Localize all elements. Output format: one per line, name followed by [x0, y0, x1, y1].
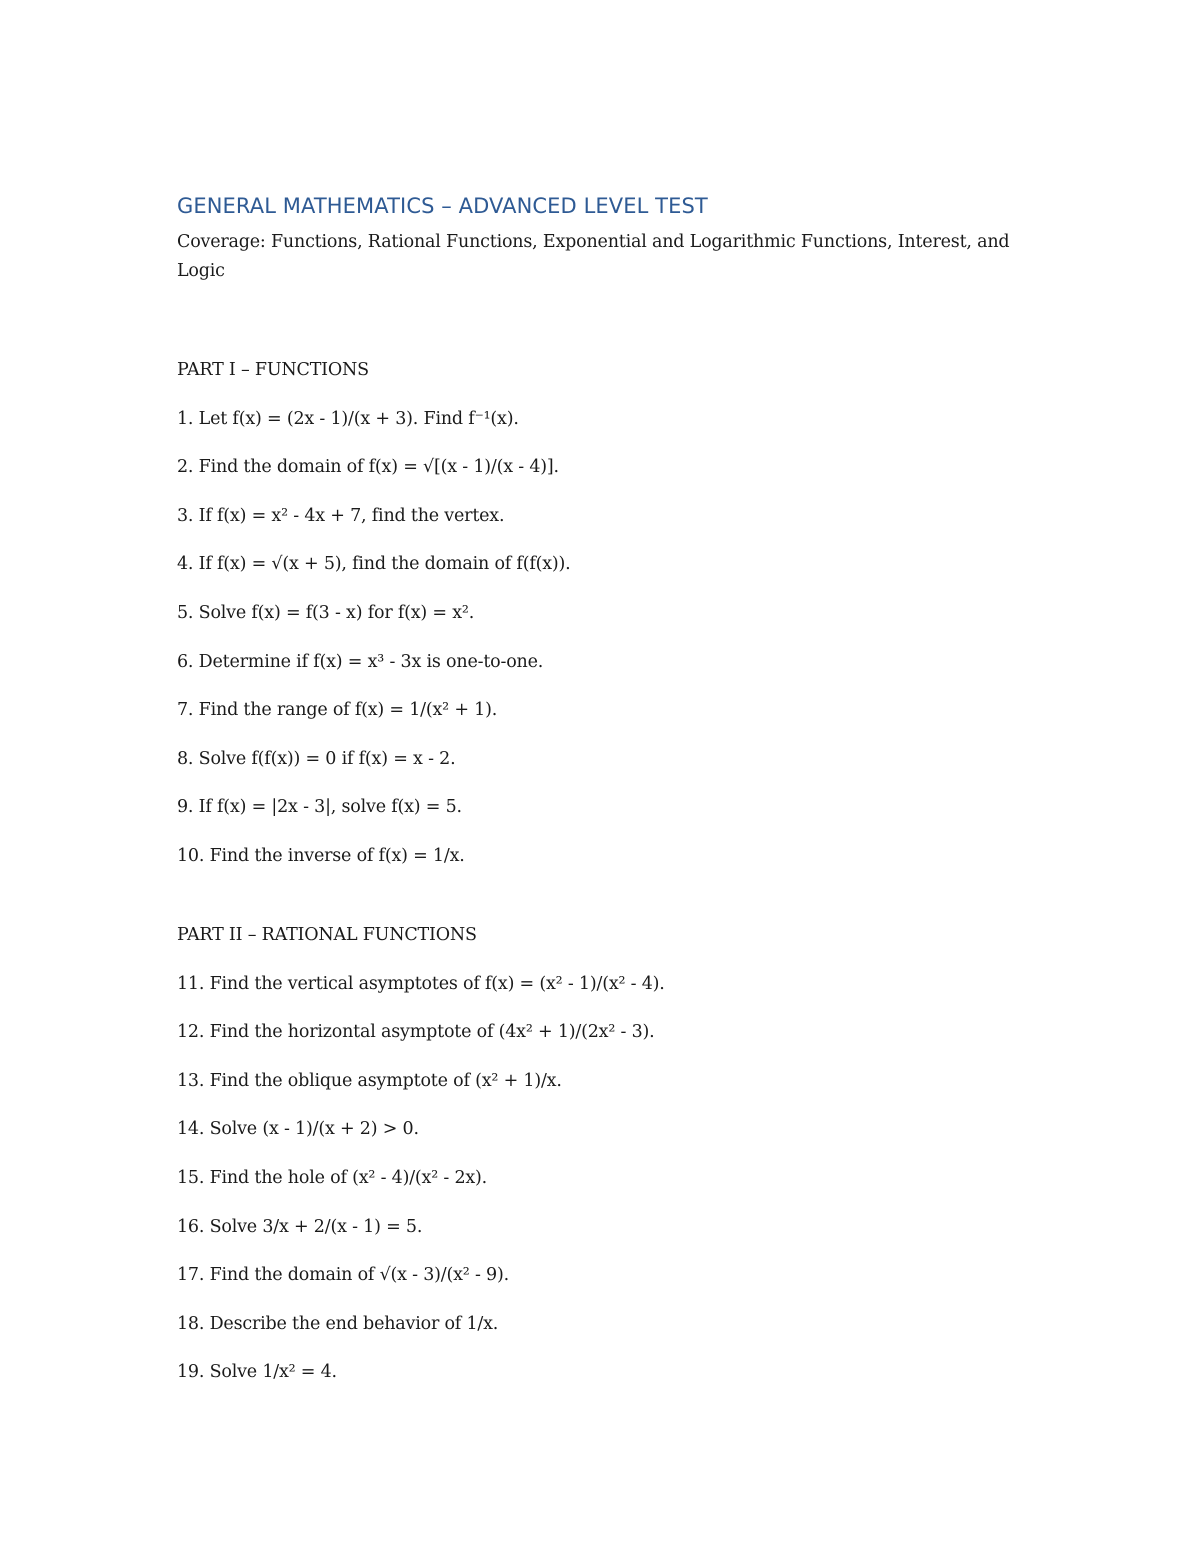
section-part-2 [177, 920, 1027, 1387]
question-item: 16. Solve 3/x + 2/(x - 1) = 5. [177, 1216, 423, 1237]
question-item: 2. Find the domain of f(x) = √[(x - 1)/(x - 4)]. [177, 457, 559, 478]
question-item: 11. Find the vertical asymptotes of f(x) = (x² - 1)/(x² - 4). [177, 973, 665, 994]
section-part-1 [177, 355, 1027, 871]
document-title: GENERAL MATHEMATICS – ADVANCED LEVEL TEST [177, 194, 708, 218]
section-heading: PART I – FUNCTIONS [177, 360, 369, 380]
question-item: 17. Find the domain of √(x - 3)/(x² - 9). [177, 1265, 509, 1286]
question-item: 15. Find the hole of (x² - 4)/(x² - 2x). [177, 1167, 488, 1188]
question-item: 14. Solve (x - 1)/(x + 2) > 0. [177, 1119, 419, 1140]
question-item: 10. Find the inverse of f(x) = 1/x. [177, 845, 465, 866]
question-item: 4. If f(x) = √(x + 5), find the domain of f(f(x)). [177, 554, 571, 575]
question-list [177, 404, 1027, 871]
question-item: 9. If f(x) = |2x - 3|, solve f(x) = 5. [177, 797, 462, 818]
question-item: 1. Let f(x) = (2x - 1)/(x + 3). Find f⁻¹(x). [177, 408, 519, 429]
coverage-statement: Coverage: Functions, Rational Functions, Exponential and Logarithmic Functions, Interest, and Logic [177, 232, 1010, 281]
question-item: 19. Solve 1/x² = 4. [177, 1362, 337, 1383]
question-item: 8. Solve f(f(x)) = 0 if f(x) = x - 2. [177, 748, 456, 769]
question-item: 6. Determine if f(x) = x³ - 3x is one-to-one. [177, 651, 544, 672]
question-item: 3. If f(x) = x² - 4x + 7, find the vertex. [177, 505, 505, 526]
question-item: 18. Describe the end behavior of 1/x. [177, 1313, 499, 1334]
section-heading: PART II – RATIONAL FUNCTIONS [177, 924, 477, 945]
question-item: 12. Find the horizontal asymptote of (4x² + 1)/(2x² - 3). [177, 1022, 655, 1043]
document-body [177, 189, 1027, 1387]
question-list [177, 969, 1027, 1388]
question-item: 13. Find the oblique asymptote of (x² + 1)/x. [177, 1070, 562, 1091]
question-item: 7. Find the range of f(x) = 1/(x² + 1). [177, 700, 498, 721]
question-item: 5. Solve f(x) = f(3 - x) for f(x) = x². [177, 602, 475, 623]
